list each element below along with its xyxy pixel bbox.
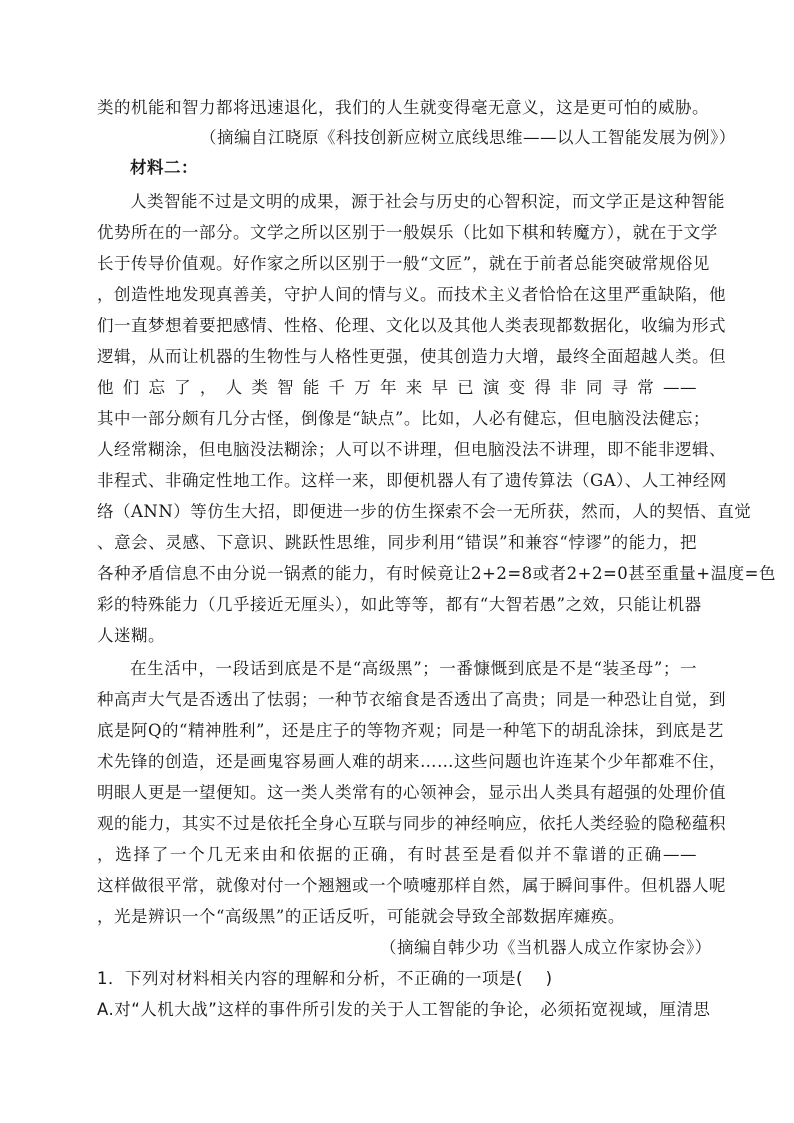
source-citation: （摘编自韩少功《当机器人成立作家协会》） bbox=[380, 938, 712, 957]
option-a: A.对“人机大战”这样的事件所引发的关于人工智能的争论，必须拓宽视域，厘清思 bbox=[97, 1000, 711, 1019]
paragraph-line: 明眼人更是一望便知。这一类人类常有的心领神会，显示出人类具有超强的处理价值 bbox=[97, 783, 726, 802]
paragraph-line: 种高声大气是否透出了怯弱；一种节衣缩食是否透出了高贵；同是一种恐让自觉，到 bbox=[97, 690, 726, 709]
question-stem: 1．下列对材料相关内容的理解和分析，不正确的一项是( ) bbox=[97, 969, 553, 988]
paragraph-line: 们一直梦想着要把感情、性格、伦理、文化以及其他人类表现都数据化，收编为形式 bbox=[97, 316, 726, 335]
paragraph-line: 底是阿Q的“精神胜利”，还是庄子的等物齐观；同是一种笔下的胡乱涂抹，到底是艺 bbox=[97, 721, 724, 740]
paragraph-line: 他们忘了，人类智能千万年来早已演变得非同寻常—— bbox=[97, 378, 697, 397]
paragraph-line: 人迷糊。 bbox=[97, 626, 165, 645]
paragraph-line: 人经常糊涂，但电脑没法糊涂；人可以不讲理，但电脑没法不讲理，即不能非逻辑、 bbox=[97, 440, 726, 459]
paragraph-line: 络（ANN）等仿生大招，即便进一步的仿生探索不会一无所获，然而，人的契悟、直觉 bbox=[97, 502, 752, 521]
paragraph-line: 彩的特殊能力（几乎接近无厘头），如此等等，都有“大智若愚”之效，只能让机器 bbox=[97, 595, 702, 614]
paragraph-line: 逻辑，从而让机器的生物性与人格性更强，使其创造力大增，最终全面超越人类。但 bbox=[97, 347, 726, 366]
paragraph-line: 非程式、非确定性地工作。这样一来，即便机器人有了遗传算法（GA）、人工神经网 bbox=[97, 471, 727, 490]
section-heading: 材料二： bbox=[130, 158, 198, 177]
paragraph-line: 人类智能不过是文明的成果，源于社会与历史的心智积淀，而文学正是这种智能 bbox=[130, 192, 725, 211]
paragraph-line: 术先锋的创造，还是画鬼容易画人难的胡来……这些问题也许连某个少年都难不住， bbox=[97, 752, 726, 771]
paragraph-line: 其中一部分颇有几分古怪，倒像是“缺点”。比如，人必有健忘，但电脑没法健忘； bbox=[97, 409, 710, 428]
paragraph-line: 长于传导价值观。好作家之所以区别于一般“文匠”，就在于前者总能突破常规俗见 bbox=[97, 254, 710, 273]
paragraph-line: 、意会、灵感、下意识、跳跃性思维，同步利用“错误”和兼容“悖谬”的能力，把 bbox=[97, 533, 697, 552]
source-citation: （摘编自江晓原《科技创新应树立底线思维——以人工智能发展为例》） bbox=[200, 128, 736, 147]
paragraph-line: 优势所在的一部分。文学之所以区别于一般娱乐（比如下棋和转魔方），就在于文学 bbox=[97, 223, 718, 242]
paragraph-line: 在生活中，一段话到底是不是“高级黑”；一番慷慨到底是不是“装圣母”；一 bbox=[130, 659, 697, 678]
paragraph-line: ，光是辨识一个“高级黑”的正话反听，可能就会导致全部数据库瘫痪。 bbox=[97, 907, 625, 926]
text-line: 类的机能和智力都将迅速退化，我们的人生就变得毫无意义，这是更可怕的威胁。 bbox=[97, 98, 709, 117]
paragraph-line: 这样做很平常，就像对付一个翘翘或一个喷嚏那样自然，属于瞬间事件。但机器人呢 bbox=[97, 876, 726, 895]
paragraph-line: ，选择了一个几无来由和依据的正确，有时甚至是看似并不靠谱的正确—— bbox=[97, 845, 697, 864]
paragraph-line: 各种矛盾信息不由分说一锅煮的能力，有时候竟让2+2=8或者2+2=0甚至重量+温度=色 bbox=[97, 564, 776, 583]
paragraph-line: ，创造性地发现真善美，守护人间的情与义。而技术主义者恰恰在这里严重缺陷，他 bbox=[97, 285, 726, 304]
paragraph-line: 观的能力，其实不过是依托全身心互联与同步的神经响应，依托人类经验的隐秘蕴积 bbox=[97, 814, 726, 833]
